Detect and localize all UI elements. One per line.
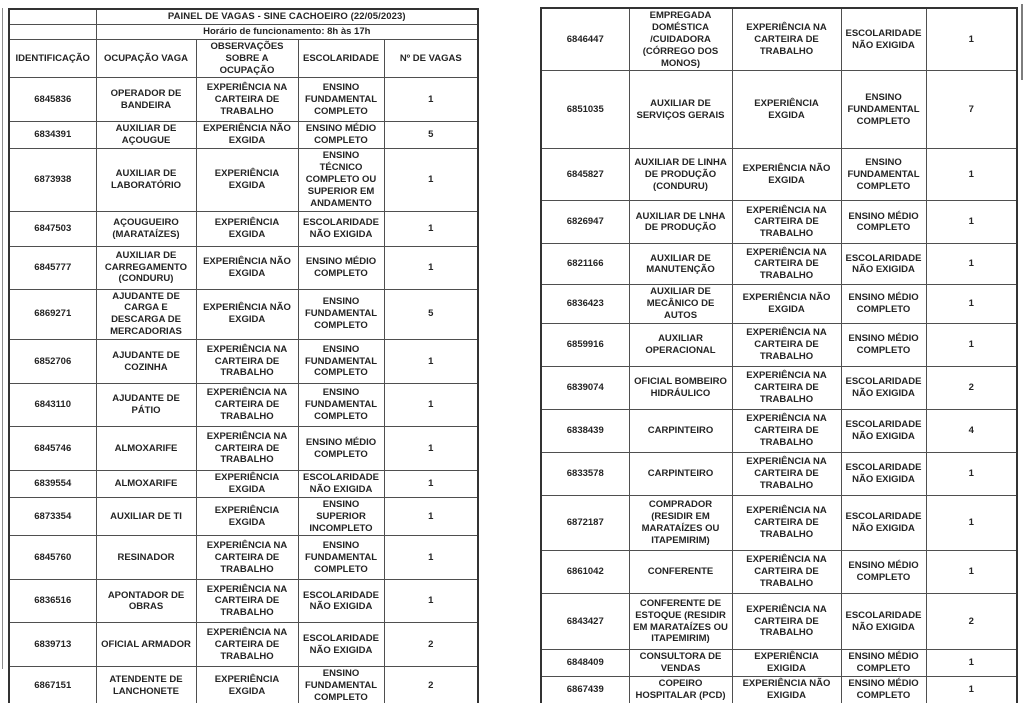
cell-observacoes: EXPERIÊNCIA NA CARTEIRA DE TRABALHO (196, 623, 298, 667)
cell-escolaridade: ESCOLARIDADE NÃO EXIGIDA (298, 580, 384, 623)
vacancy-row (9, 122, 478, 149)
cell-ocupacao-vaga: AUXILIAR DE TI (96, 497, 196, 536)
table-title: PAINEL DE VAGAS - SINE CACHOEIRO (22/05/2023) (96, 9, 478, 24)
vacancies-table-left-page (8, 8, 479, 703)
cell-ocupacao-vaga: AUXILIAR DE AÇOUGUE (96, 122, 196, 149)
cell-escolaridade: ESCOLARIDADE NÃO EXIGIDA (841, 367, 926, 410)
cell-ocupacao-vaga: AUXILIAR DE MECÂNICO DE AUTOS (629, 285, 732, 324)
cell-escolaridade: ENSINO FUNDAMENTAL COMPLETO (298, 667, 384, 703)
cell-ocupacao-vaga: AUXILIAR DE SERVIÇOS GERAIS (629, 71, 732, 149)
cell-identificacao: 6851035 (541, 71, 629, 149)
cell-num-vagas: 1 (384, 471, 478, 498)
cell-observacoes: EXPERIÊNCIA EXGIDA (196, 667, 298, 703)
cell-num-vagas: 1 (926, 496, 1017, 551)
cell-identificacao: 6833578 (541, 453, 629, 496)
cell-escolaridade: ENSINO MÉDIO COMPLETO (841, 650, 926, 677)
cell-identificacao: 6869271 (9, 289, 96, 340)
vacancy-row (9, 427, 478, 471)
cell-identificacao: 6859916 (541, 324, 629, 367)
cell-ocupacao-vaga: OFICIAL BOMBEIRO HIDRÁULICO (629, 367, 732, 410)
cell-escolaridade: ENSINO FUNDAMENTAL COMPLETO (298, 340, 384, 384)
cell-observacoes: EXPERIÊNCIA NA CARTEIRA DE TRABALHO (732, 324, 841, 367)
cell-identificacao: 6843110 (9, 384, 96, 427)
cell-ocupacao-vaga: EMPREGADA DOMÉSTICA /CUIDADORA (CÓRREGO DOS MONOS) (629, 8, 732, 71)
table-title-row (9, 9, 478, 24)
cell-num-vagas: 1 (384, 211, 478, 246)
cell-observacoes: EXPERIÊNCIA NÃO EXGIDA (196, 289, 298, 340)
cell-num-vagas: 1 (384, 497, 478, 536)
cell-escolaridade: ESCOLARIDADE NÃO EXIGIDA (841, 496, 926, 551)
cell-observacoes: EXPERIÊNCIA NA CARTEIRA DE TRABALHO (196, 384, 298, 427)
cell-ocupacao-vaga: AUXILIAR DE LINHA DE PRODUÇÃO (CONDURU) (629, 149, 732, 201)
cell-observacoes: EXPERIÊNCIA EXGIDA (196, 497, 298, 536)
cell-identificacao: 6867439 (541, 677, 629, 703)
page-edge-line-right (1021, 4, 1023, 80)
cell-ocupacao-vaga: CONFERENTE DE ESTOQUE (RESIDIR EM MARATAÍZES OU ITAPEMIRIM) (629, 594, 732, 650)
vacancy-row (541, 551, 1017, 594)
cell-num-vagas: 1 (384, 340, 478, 384)
cell-escolaridade: ESCOLARIDADE NÃO EXIGIDA (298, 211, 384, 246)
cell-escolaridade: ESCOLARIDADE NÃO EXIGIDA (298, 471, 384, 498)
cell-escolaridade: ENSINO MÉDIO COMPLETO (841, 677, 926, 703)
cell-identificacao: 6838439 (541, 410, 629, 453)
column-header-observacoes: OBSERVAÇÕES SOBRE A OCUPAÇÃO (196, 39, 298, 78)
cell-observacoes: EXPERIÊNCIA NÃO EXGIDA (196, 122, 298, 149)
cell-escolaridade: ENSINO FUNDAMENTAL COMPLETO (298, 78, 384, 122)
cell-num-vagas: 2 (926, 594, 1017, 650)
cell-escolaridade: ESCOLARIDADE NÃO EXIGIDA (841, 453, 926, 496)
cell-observacoes: EXPERIÊNCIA NA CARTEIRA DE TRABALHO (196, 340, 298, 384)
vacancy-row (9, 340, 478, 384)
title-row-empty-cell (9, 9, 96, 24)
cell-ocupacao-vaga: CONSULTORA DE VENDAS (629, 650, 732, 677)
vacancy-row (9, 497, 478, 536)
cell-identificacao: 6836423 (541, 285, 629, 324)
cell-observacoes: EXPERIÊNCIA NA CARTEIRA DE TRABALHO (732, 410, 841, 453)
cell-ocupacao-vaga: ALMOXARIFE (96, 471, 196, 498)
cell-num-vagas: 5 (384, 289, 478, 340)
cell-num-vagas: 1 (926, 201, 1017, 244)
cell-num-vagas: 1 (384, 580, 478, 623)
cell-escolaridade: ENSINO MÉDIO COMPLETO (298, 246, 384, 289)
cell-ocupacao-vaga: AJUDANTE DE CARGA E DESCARGA DE MERCADORIAS (96, 289, 196, 340)
cell-observacoes: EXPERIÊNCIA NÃO EXGIDA (196, 246, 298, 289)
column-header-identificacao: IDENTIFICAÇÃO (9, 39, 96, 78)
cell-escolaridade: ENSINO MÉDIO COMPLETO (841, 551, 926, 594)
cell-ocupacao-vaga: AJUDANTE DE PÁTIO (96, 384, 196, 427)
vacancy-row (541, 650, 1017, 677)
cell-escolaridade: ESCOLARIDADE NÃO EXIGIDA (841, 8, 926, 71)
cell-observacoes: EXPERIÊNCIA EXIGIDA (732, 650, 841, 677)
vacancy-row (541, 324, 1017, 367)
cell-observacoes: EXPERIÊNCIA NA CARTEIRA DE TRABALHO (196, 536, 298, 580)
vacancy-row (9, 289, 478, 340)
cell-identificacao: 6843427 (541, 594, 629, 650)
cell-escolaridade: ESCOLARIDADE NÃO EXIGIDA (841, 244, 926, 285)
cell-ocupacao-vaga: RESINADOR (96, 536, 196, 580)
cell-ocupacao-vaga: CARPINTEIRO (629, 410, 732, 453)
cell-ocupacao-vaga: AUXILIAR OPERACIONAL (629, 324, 732, 367)
vacancies-table-right-page (540, 7, 1018, 703)
cell-identificacao: 6845777 (9, 246, 96, 289)
cell-observacoes: EXPERIÊNCIA NA CARTEIRA DE TRABALHO (732, 594, 841, 650)
cell-num-vagas: 4 (926, 410, 1017, 453)
cell-num-vagas: 1 (384, 384, 478, 427)
column-header-num-vagas: Nº DE VAGAS (384, 39, 478, 78)
vacancy-row (541, 149, 1017, 201)
vacancy-row (9, 149, 478, 211)
cell-ocupacao-vaga: AJUDANTE DE COZINHA (96, 340, 196, 384)
subtitle-row-empty-cell (9, 24, 96, 39)
cell-identificacao: 6873354 (9, 497, 96, 536)
cell-num-vagas: 1 (384, 427, 478, 471)
vacancy-row (541, 594, 1017, 650)
cell-ocupacao-vaga: OFICIAL ARMADOR (96, 623, 196, 667)
cell-escolaridade: ENSINO MÉDIO COMPLETO (298, 122, 384, 149)
cell-escolaridade: ENSINO MÉDIO COMPLETO (841, 285, 926, 324)
cell-identificacao: 6845836 (9, 78, 96, 122)
cell-identificacao: 6839554 (9, 471, 96, 498)
cell-identificacao: 6826947 (541, 201, 629, 244)
vacancy-row (9, 471, 478, 498)
cell-observacoes: EXPERIÊNCIA NA CARTEIRA DE TRABALHO (732, 453, 841, 496)
vacancy-row (541, 677, 1017, 703)
cell-escolaridade: ESCOLARIDADE NÃO EXIGIDA (841, 594, 926, 650)
vacancy-row (541, 367, 1017, 410)
cell-num-vagas: 1 (926, 650, 1017, 677)
cell-escolaridade: ENSINO MÉDIO COMPLETO (841, 201, 926, 244)
cell-observacoes: EXPERIÊNCIA NA CARTEIRA DE TRABALHO (196, 427, 298, 471)
cell-observacoes: EXPERIÊNCIA EXGIDA (196, 471, 298, 498)
cell-ocupacao-vaga: COPEIRO HOSPITALAR (PCD) (629, 677, 732, 703)
page-edge-line-left (2, 8, 3, 669)
cell-identificacao: 6873938 (9, 149, 96, 211)
cell-num-vagas: 2 (926, 367, 1017, 410)
cell-escolaridade: ENSINO FUNDAMENTAL COMPLETO (841, 71, 926, 149)
cell-escolaridade: ENSINO SUPERIOR INCOMPLETO (298, 497, 384, 536)
cell-num-vagas: 1 (926, 551, 1017, 594)
cell-escolaridade: ENSINO FUNDAMENTAL COMPLETO (298, 289, 384, 340)
cell-observacoes: EXPERIÊNCIA NA CARTEIRA DE TRABALHO (732, 8, 841, 71)
cell-identificacao: 6821166 (541, 244, 629, 285)
vacancy-row (9, 78, 478, 122)
vacancy-row (541, 496, 1017, 551)
cell-observacoes: EXPERIÊNCIA NA CARTEIRA DE TRABALHO (732, 244, 841, 285)
vacancy-row (541, 71, 1017, 149)
cell-num-vagas: 1 (926, 244, 1017, 285)
cell-escolaridade: ENSINO MÉDIO COMPLETO (298, 427, 384, 471)
cell-observacoes: EXPERIÊNCIA NA CARTEIRA DE TRABALHO (196, 580, 298, 623)
cell-identificacao: 6852706 (9, 340, 96, 384)
cell-ocupacao-vaga: AUXILIAR DE MANUTENÇÃO (629, 244, 732, 285)
table-subtitle: Horário de funcionamento: 8h às 17h (96, 24, 478, 39)
column-header-escolaridade: ESCOLARIDADE (298, 39, 384, 78)
vacancy-row (9, 580, 478, 623)
vacancy-row (541, 285, 1017, 324)
vacancy-row (541, 453, 1017, 496)
cell-ocupacao-vaga: OPERADOR DE BANDEIRA (96, 78, 196, 122)
cell-observacoes: EXPERIÊNCIA NA CARTEIRA DE TRABALHO (732, 496, 841, 551)
cell-escolaridade: ENSINO FUNDAMENTAL COMPLETO (841, 149, 926, 201)
cell-observacoes: EXPERIÊNCIA EXGIDA (196, 211, 298, 246)
cell-num-vagas: 2 (384, 623, 478, 667)
vacancy-row (541, 201, 1017, 244)
column-header-ocupacao-vaga: OCUPAÇÃO VAGA (96, 39, 196, 78)
cell-identificacao: 6872187 (541, 496, 629, 551)
vacancy-row (541, 244, 1017, 285)
cell-identificacao: 6861042 (541, 551, 629, 594)
cell-observacoes: EXPERIÊNCIA NÃO EXGIDA (732, 149, 841, 201)
cell-num-vagas: 1 (384, 536, 478, 580)
cell-identificacao: 6834391 (9, 122, 96, 149)
cell-observacoes: EXPERIÊNCIA NA CARTEIRA DE TRABALHO (732, 201, 841, 244)
cell-ocupacao-vaga: COMPRADOR (RESIDIR EM MARATAÍZES OU ITAPEMIRIM) (629, 496, 732, 551)
cell-ocupacao-vaga: ALMOXARIFE (96, 427, 196, 471)
cell-escolaridade: ENSINO TÉCNICO COMPLETO OU SUPERIOR EM ANDAMENTO (298, 149, 384, 211)
table-header-row (9, 39, 478, 78)
cell-escolaridade: ESCOLARIDADE NÃO EXIGIDA (841, 410, 926, 453)
vacancy-row (9, 246, 478, 289)
cell-escolaridade: ESCOLARIDADE NÃO EXIGIDA (298, 623, 384, 667)
cell-num-vagas: 1 (384, 78, 478, 122)
cell-ocupacao-vaga: AUXILIAR DE LABORATÓRIO (96, 149, 196, 211)
cell-identificacao: 6836516 (9, 580, 96, 623)
cell-num-vagas: 1 (926, 453, 1017, 496)
cell-observacoes: EXPERIÊNCIA EXGIDA (732, 71, 841, 149)
vacancy-row (541, 410, 1017, 453)
cell-observacoes: EXPERIÊNCIA EXGIDA (196, 149, 298, 211)
cell-ocupacao-vaga: ATENDENTE DE LANCHONETE (96, 667, 196, 703)
cell-num-vagas: 1 (926, 677, 1017, 703)
cell-num-vagas: 1 (384, 149, 478, 211)
cell-ocupacao-vaga: APONTADOR DE OBRAS (96, 580, 196, 623)
cell-observacoes: EXPERIÊNCIA NÃO EXGIDA (732, 285, 841, 324)
cell-escolaridade: ENSINO FUNDAMENTAL COMPLETO (298, 384, 384, 427)
cell-identificacao: 6848409 (541, 650, 629, 677)
vacancy-row (9, 623, 478, 667)
cell-num-vagas: 1 (384, 246, 478, 289)
vacancy-row (9, 211, 478, 246)
cell-num-vagas: 7 (926, 71, 1017, 149)
cell-identificacao: 6867151 (9, 667, 96, 703)
cell-ocupacao-vaga: AUXILIAR DE CARREGAMENTO (CONDURU) (96, 246, 196, 289)
cell-num-vagas: 1 (926, 285, 1017, 324)
vacancy-row (9, 536, 478, 580)
cell-observacoes: EXPERIÊNCIA NA CARTEIRA DE TRABALHO (196, 78, 298, 122)
cell-observacoes: EXPERIÊNCIA NA CARTEIRA DE TRABALHO (732, 551, 841, 594)
cell-identificacao: 6845760 (9, 536, 96, 580)
cell-identificacao: 6845746 (9, 427, 96, 471)
cell-ocupacao-vaga: CONFERENTE (629, 551, 732, 594)
cell-identificacao: 6847503 (9, 211, 96, 246)
cell-observacoes: EXPERIÊNCIA NÃO EXIGIDA (732, 677, 841, 703)
vacancy-row (541, 8, 1017, 71)
table-subtitle-row (9, 24, 478, 39)
cell-ocupacao-vaga: AÇOUGUEIRO (MARATAÍZES) (96, 211, 196, 246)
cell-ocupacao-vaga: AUXILIAR DE LNHA DE PRODUÇÃO (629, 201, 732, 244)
cell-identificacao: 6839074 (541, 367, 629, 410)
cell-num-vagas: 5 (384, 122, 478, 149)
cell-identificacao: 6839713 (9, 623, 96, 667)
cell-identificacao: 6845827 (541, 149, 629, 201)
cell-num-vagas: 2 (384, 667, 478, 703)
cell-escolaridade: ENSINO MÉDIO COMPLETO (841, 324, 926, 367)
cell-escolaridade: ENSINO FUNDAMENTAL COMPLETO (298, 536, 384, 580)
cell-ocupacao-vaga: CARPINTEIRO (629, 453, 732, 496)
vacancy-row (9, 384, 478, 427)
cell-num-vagas: 1 (926, 149, 1017, 201)
cell-identificacao: 6846447 (541, 8, 629, 71)
vacancy-row (9, 667, 478, 703)
cell-num-vagas: 1 (926, 324, 1017, 367)
cell-observacoes: EXPERIÊNCIA NA CARTEIRA DE TRABALHO (732, 367, 841, 410)
cell-num-vagas: 1 (926, 8, 1017, 71)
